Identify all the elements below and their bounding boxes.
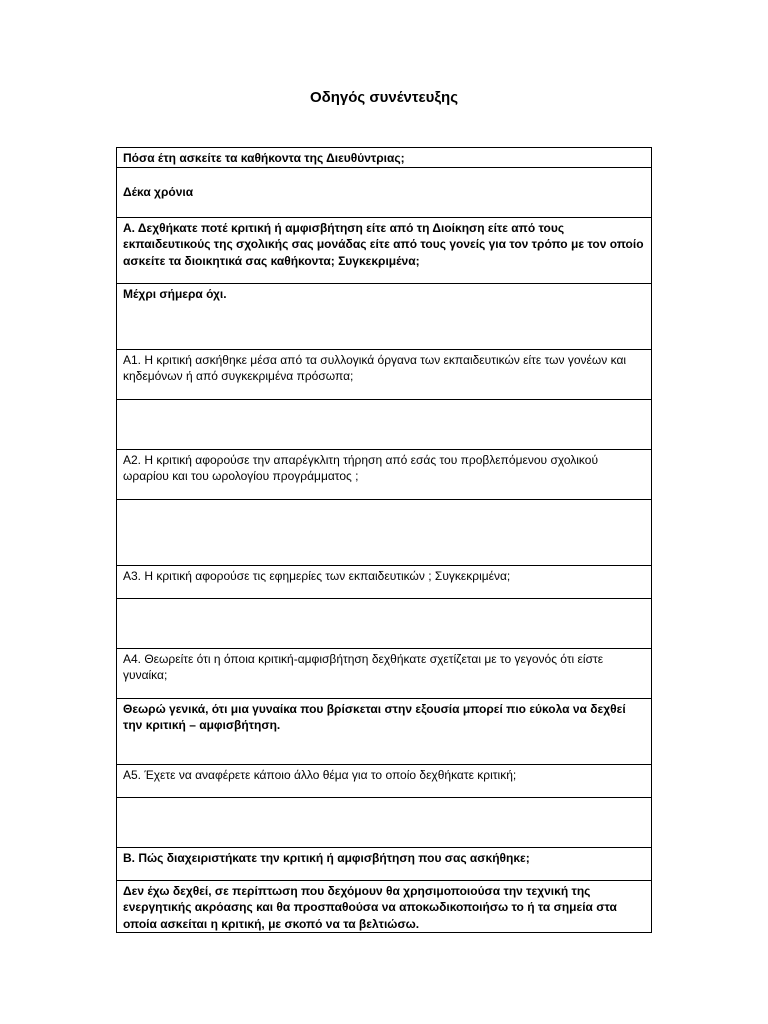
- table-row: [117, 148, 652, 168]
- table-row: [117, 217, 652, 283]
- answer-cell: Δέκα χρόνια: [117, 167, 652, 217]
- answer-cell: Δεν έχω δεχθεί, σε περίπτωση που δεχόμουν θα χρησιμοποιούσα την τεχνική της ενεργητικής ακρόασης και θα προσπαθούσα να αποκωδικοποιήσω το ή τα σημεία στα οποία ασκείται η κριτική, με σκοπό να τα βελτιώσω.: [117, 880, 652, 933]
- table-row: [117, 565, 652, 598]
- question-cell: Β. Πώς διαχειριστήκατε την κριτική ή αμφισβήτηση που σας ασκήθηκε;: [117, 847, 652, 880]
- question-cell: Α4. Θεωρείτε ότι η όποια κριτική-αμφισβήτηση δεχθήκατε σχετίζεται με το γεγονός ότι είστε γυναίκα;: [117, 648, 652, 698]
- page-title: Οδηγός συνέντευξης: [309, 89, 459, 106]
- table-row: [117, 880, 652, 933]
- table-row: [117, 449, 652, 499]
- question-cell: Α2. Η κριτική αφορούσε την απαρέγκλιτη τήρηση από εσάς του προβλεπόμενου σχολικού ωραρίου και του ωρολογίου προγράμματος ;: [117, 449, 652, 499]
- table-row: [117, 283, 652, 349]
- table-row: [117, 499, 652, 565]
- table-row: [117, 399, 652, 449]
- interview-table: [116, 147, 652, 933]
- answer-cell: [117, 598, 652, 648]
- table-row: [117, 764, 652, 797]
- answer-cell: [117, 797, 652, 847]
- table-row: [117, 847, 652, 880]
- question-cell: Α5. Έχετε να αναφέρετε κάποιο άλλο θέμα για το οποίο δεχθήκατε κριτική;: [117, 764, 652, 797]
- table-row: [117, 349, 652, 399]
- table-row: [117, 167, 652, 217]
- answer-cell: Μέχρι σήμερα όχι.: [117, 283, 652, 349]
- answer-cell: [117, 399, 652, 449]
- answer-cell: [117, 499, 652, 565]
- question-cell: Πόσα έτη ασκείτε τα καθήκοντα της Διευθύντριας;: [117, 148, 652, 168]
- question-cell: Α3. Η κριτική αφορούσε τις εφημερίες των εκπαιδευτικών ; Συγκεκριμένα;: [117, 565, 652, 598]
- question-cell: Α1. Η κριτική ασκήθηκε μέσα από τα συλλογικά όργανα των εκπαιδευτικών είτε των γονέων και κηδεμόνων ή από συγκεκριμένα πρόσωπα;: [117, 349, 652, 399]
- table-row: [117, 648, 652, 698]
- question-cell: Α. Δεχθήκατε ποτέ κριτική ή αμφισβήτηση είτε από τη Διοίκηση είτε από τους εκπαιδευτικούς της σχολικής σας μονάδας είτε από τους γονείς για τον τρόπο με τον οποίο ασκείτε τα διοικητικά σας καθήκοντα; Συγκεκριμένα;: [117, 217, 652, 283]
- table-row: [117, 797, 652, 847]
- table-row: [117, 698, 652, 764]
- answer-cell: Θεωρώ γενικά, ότι μια γυναίκα που βρίσκεται στην εξουσία μπορεί πιο εύκολα να δεχθεί την κριτική – αμφισβήτηση.: [117, 698, 652, 764]
- table-row: [117, 598, 652, 648]
